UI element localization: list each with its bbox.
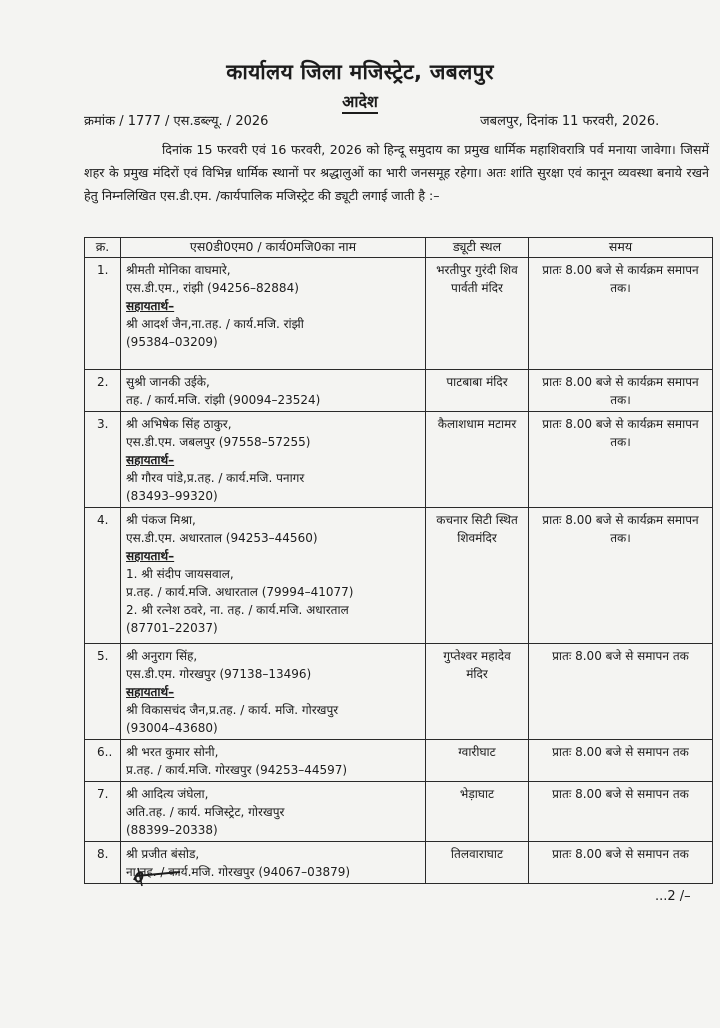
assistant-line: 1. श्री संदीप जायसवाल, (126, 567, 234, 581)
table-row (85, 644, 713, 740)
row-duty-place: भरतीपुर गुरंदी शिव पार्वती मंदिर (426, 258, 529, 370)
assistant-label: सहायतार्थ– (126, 549, 175, 563)
officer-line: श्रीमती मोनिका वाघमारे, (126, 263, 231, 277)
office-title: कार्यालय जिला मजिस्ट्रेट, जबलपुर (226, 60, 494, 84)
officer-line: अति.तह. / कार्य. मजिस्ट्रेट, गोरखपुर (126, 805, 285, 819)
header-time: समय (529, 238, 713, 258)
officer-line: ना.तह. / कार्य.मजि. गोरखपुर (94067–03879) (126, 865, 351, 879)
row-time: प्रातः 8.00 बजे से कार्यक्रम समापन तक। (529, 258, 713, 370)
duty-table-body (85, 258, 713, 884)
row-officer (121, 644, 426, 740)
intro-paragraph: दिनांक 15 फरवरी एवं 16 फरवरी, 2026 को हिन्दू समुदाय का प्रमुख धार्मिक महाशिवरात्रि पर्व मनाया जावेगा। जिसमें शहर के प्रमुख मंदिरों एवं विभिन्न धार्मिक स्थानों पर श्रद्धालुओं का भारी जनसमूह रहेगा। अतः शांति सुरक्षा एवं कानून व्यवस्था बनाये रखने हेतु निम्नलिखित एस.डी.एम. /कार्यपालिक मजिस्ट्रेट की ड्यूटी लगाई जाती है :– (84, 142, 709, 203)
order-heading-text: आदेश (342, 92, 378, 114)
row-duty-place: भेड़ाघाट (426, 782, 529, 842)
officer-line: प्र.तह. / कार्य.मजि. गोरखपुर (94253–44597) (126, 763, 348, 777)
row-duty-place: गुप्तेश्वर महादेव मंदिर (426, 644, 529, 740)
officer-line: एस.डी.एम. जबलपुर (97558–57255) (126, 435, 311, 449)
row-officer (121, 412, 426, 508)
assistant-line: (83493–99320) (126, 489, 218, 503)
assistant-line: (87701–22037) (126, 621, 218, 635)
row-time: प्रातः 8.00 बजे से कार्यक्रम समापन तक। (529, 508, 713, 644)
officer-line: तह. / कार्य.मजि. रांझी (90094–23524) (126, 393, 321, 407)
duty-table (84, 237, 713, 884)
row-serial: 1. (85, 258, 121, 370)
assistant-line: श्री आदर्श जैन,ना.तह. / कार्य.मजि. रांझी (126, 317, 304, 331)
officer-line: एस.डी.एम. गोरखपुर (97138–13496) (126, 667, 312, 681)
page-continuation: ...2 /– (655, 889, 691, 904)
row-time: प्रातः 8.00 बजे से कार्यक्रम समापन तक। (529, 412, 713, 508)
officer-line: श्री पंकज मिश्रा, (126, 513, 196, 527)
header-officer-name: एस0डी0एम0 / कार्य0मजि0का नाम (121, 238, 426, 258)
assistant-label: सहायतार्थ– (126, 299, 175, 313)
assistant-line: श्री विकासचंद जैन,प्र.तह. / कार्य. मजि. गोरखपुर (126, 703, 339, 717)
row-duty-place: कैलाशधाम मटामर (426, 412, 529, 508)
row-duty-place: कचनार सिटी स्थित शिवमंदिर (426, 508, 529, 644)
row-time: प्रातः 8.00 बजे से समापन तक (529, 842, 713, 884)
officer-line: श्री आदित्य जंघेला, (126, 787, 209, 801)
row-duty-place: पाटबाबा मंदिर (426, 370, 529, 412)
reference-number: क्रमांक / 1777 / एस.डब्ल्यू. / 2026 (84, 114, 269, 129)
table-row (85, 258, 713, 370)
table-row (85, 782, 713, 842)
officer-line: एस.डी.एम. अधारताल (94253–44560) (126, 531, 318, 545)
officer-line: (88399–20338) (126, 823, 218, 837)
table-row (85, 508, 713, 644)
table-header-row (85, 238, 713, 258)
row-duty-place: ग्वारीघाट (426, 740, 529, 782)
row-time: प्रातः 8.00 बजे से कार्यक्रम समापन तक। (529, 370, 713, 412)
assistant-line: प्र.तह. / कार्य.मजि. अधारताल (79994–41077) (126, 585, 354, 599)
table-row (85, 412, 713, 508)
row-officer (121, 258, 426, 370)
assistant-label: सहायतार्थ– (126, 453, 175, 467)
header-serial: क्र. (85, 238, 121, 258)
row-officer (121, 370, 426, 412)
order-heading (0, 90, 720, 112)
officer-line: सुश्री जानकी उईके, (126, 375, 210, 389)
row-serial: 4. (85, 508, 121, 644)
row-officer (121, 740, 426, 782)
officer-line: एस.डी.एम., रांझी (94256–82884) (126, 281, 299, 295)
assistant-line: श्री गौरव पांडे,प्र.तह. / कार्य.मजि. पनागर (126, 471, 305, 485)
place-and-date: जबलपुर, दिनांक 11 फरवरी, 2026. (480, 114, 660, 129)
row-time: प्रातः 8.00 बजे से समापन तक (529, 644, 713, 740)
row-serial: 6.. (85, 740, 121, 782)
row-serial: 3. (85, 412, 121, 508)
officer-line: श्री अनुराग सिंह, (126, 649, 198, 663)
assistant-line: 2. श्री रत्नेश ठवरे, ना. तह. / कार्य.मजि. अधारताल (126, 603, 349, 617)
row-time: प्रातः 8.00 बजे से समापन तक (529, 740, 713, 782)
row-serial: 7. (85, 782, 121, 842)
assistant-line: (93004–43680) (126, 721, 218, 735)
row-serial: 5. (85, 644, 121, 740)
row-officer (121, 508, 426, 644)
officer-line: श्री भरत कुमार सोनी, (126, 745, 219, 759)
row-serial: 2. (85, 370, 121, 412)
row-duty-place: तिलवाराघाट (426, 842, 529, 884)
header-duty-place: ड्यूटी स्थल (426, 238, 529, 258)
signature-mark (128, 860, 188, 888)
assistant-line: (95384–03209) (126, 335, 218, 349)
row-serial: 8. (85, 842, 121, 884)
assistant-label: सहायतार्थ– (126, 685, 175, 699)
table-row (85, 740, 713, 782)
table-row (85, 370, 713, 412)
row-time: प्रातः 8.00 बजे से समापन तक (529, 782, 713, 842)
row-officer (121, 782, 426, 842)
officer-line: श्री प्रजीत बंसोड, (126, 847, 200, 861)
officer-line: श्री अभिषेक सिंह ठाकुर, (126, 417, 232, 431)
